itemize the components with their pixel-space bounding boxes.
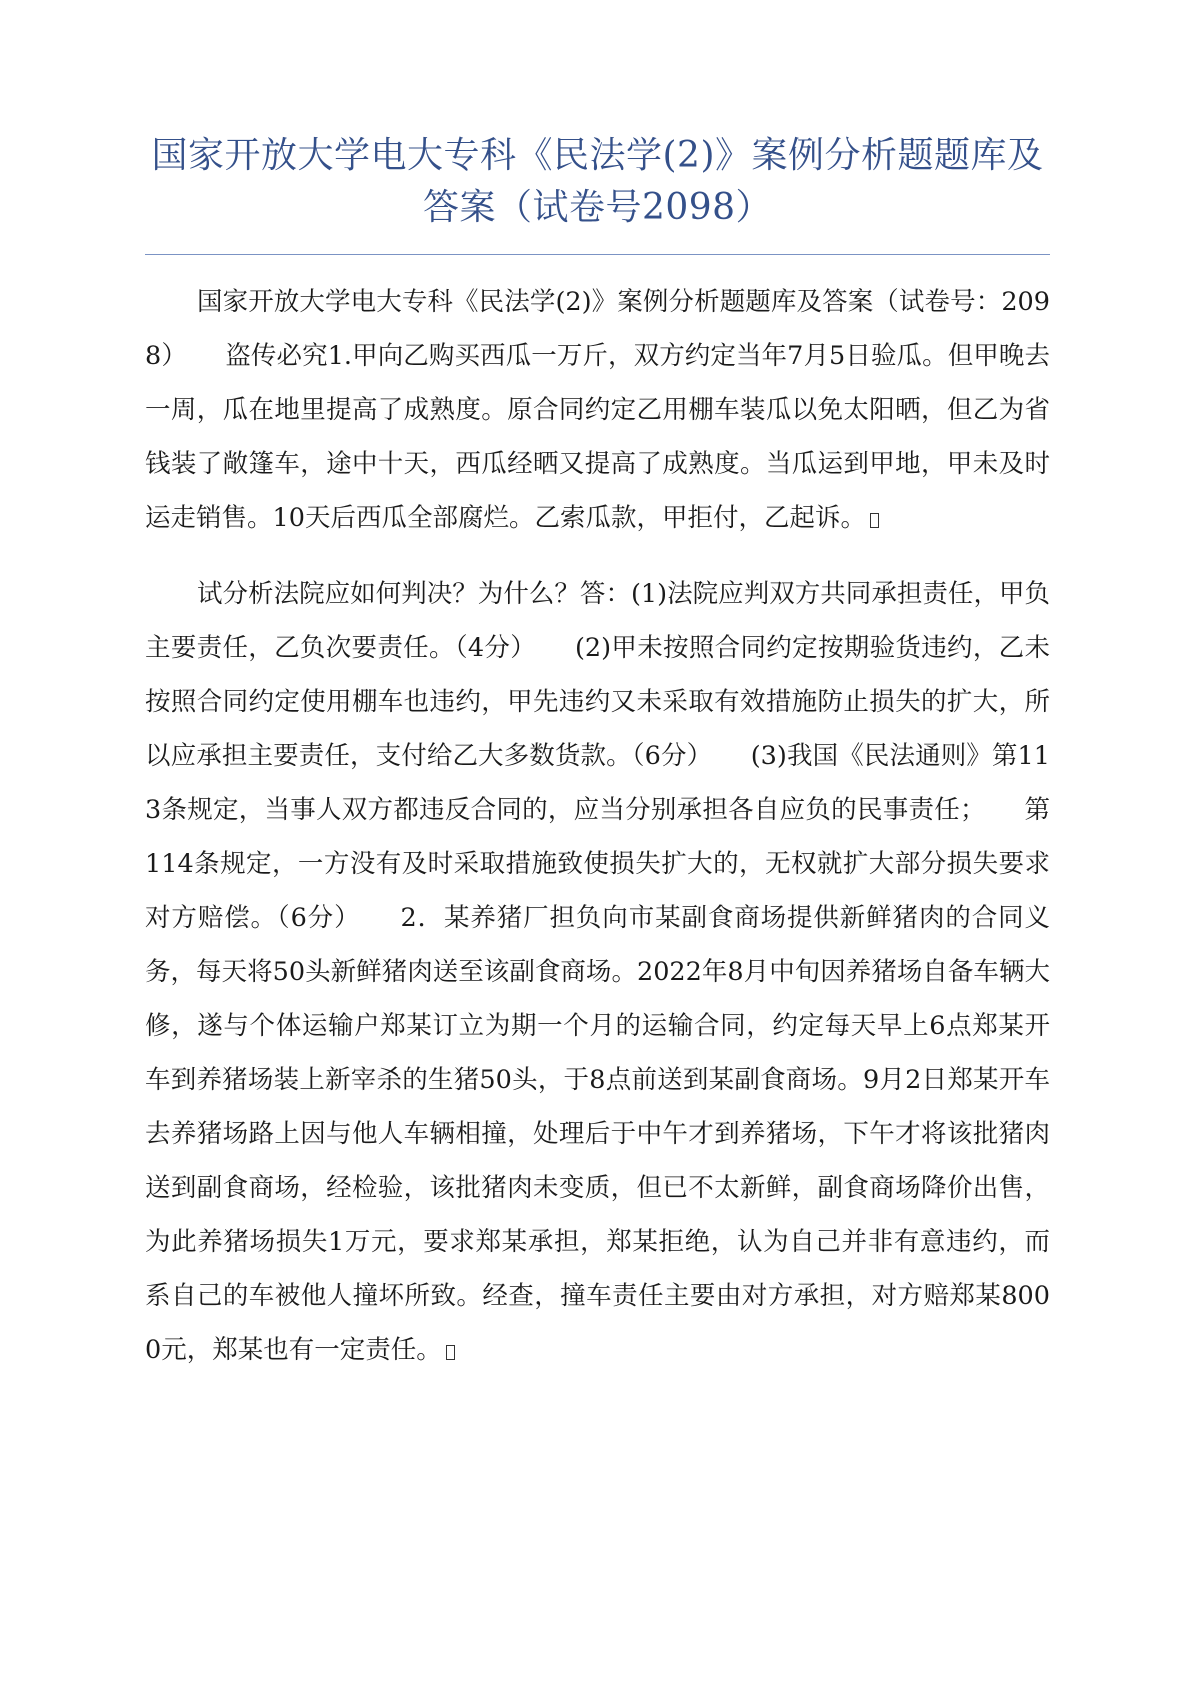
title-divider: [145, 254, 1050, 255]
document-body: [145, 275, 1050, 1377]
paragraph-mark-icon: [446, 1345, 455, 1360]
paragraph-case-1: [145, 275, 1050, 545]
document-title: 国家开放大学电大专科《民法学(2)》案例分析题题库及答案（试卷号2098）: [151, 135, 1044, 228]
paragraph-text: 国家开放大学电大专科《民法学(2)》案例分析题题库及答案（试卷号：2098） 盗传必究1.甲向乙购买西瓜一万斤，双方约定当年7月5日验瓜。但甲晚去一周，瓜在地里提高了成熟度。原合同约定乙用棚车装瓜以免太阳晒，但乙为省钱装了敞篷车，途中十天，西瓜经晒又提高了成熟度。当瓜运到甲地，甲未及时运走销售。10天后西瓜全部腐烂。乙索瓜款，甲拒付，乙起诉。: [145, 287, 1050, 533]
document-page: [145, 130, 1050, 1377]
paragraph-answer-and-case-2: [145, 567, 1050, 1377]
paragraph-text: 试分析法院应如何判决？为什么？答：(1)法院应判双方共同承担责任，甲负主要责任，乙负次要责任。（4分） (2)甲未按照合同约定按期验货违约，乙未按照合同约定使用棚车也违约，甲先违约又未采取有效措施防止损失的扩大，所以应承担主要责任，支付给乙大多数货款。（6分） (3)我国《民法通则》第113条规定，当事人双方都违反合同的，应当分别承担各自应负的民事责任； 第114条规定，一方没有及时采取措施致使损失扩大的，无权就扩大部分损失要求对方赔偿。（6分） 2．某养猪厂担负向市某副食商场提供新鲜猪肉的合同义务，每天将50头新鲜猪肉送至该副食商场。2022年8月中旬因养猪场自备车辆大修，遂与个体运输户郑某订立为期一个月的运输合同，约定每天早上6点郑某开车到养猪场装上新宰杀的生猪50头，于8点前送到某副食商场。9月2日郑某开车去养猪场路上因与他人车辆相撞，处理后于中午才到养猪场，下午才将该批猪肉送到副食商场，经检验，该批猪肉未变质，但已不太新鲜，副食商场降价出售，为此养猪场损失1万元，要求郑某承担，郑某拒绝，认为自己并非有意违约，而系自己的车被他人撞坏所致。经查，撞车责任主要由对方承担，对方赔郑某8000元，郑某也有一定责任。: [145, 579, 1050, 1365]
paragraph-mark-icon: [870, 513, 879, 528]
